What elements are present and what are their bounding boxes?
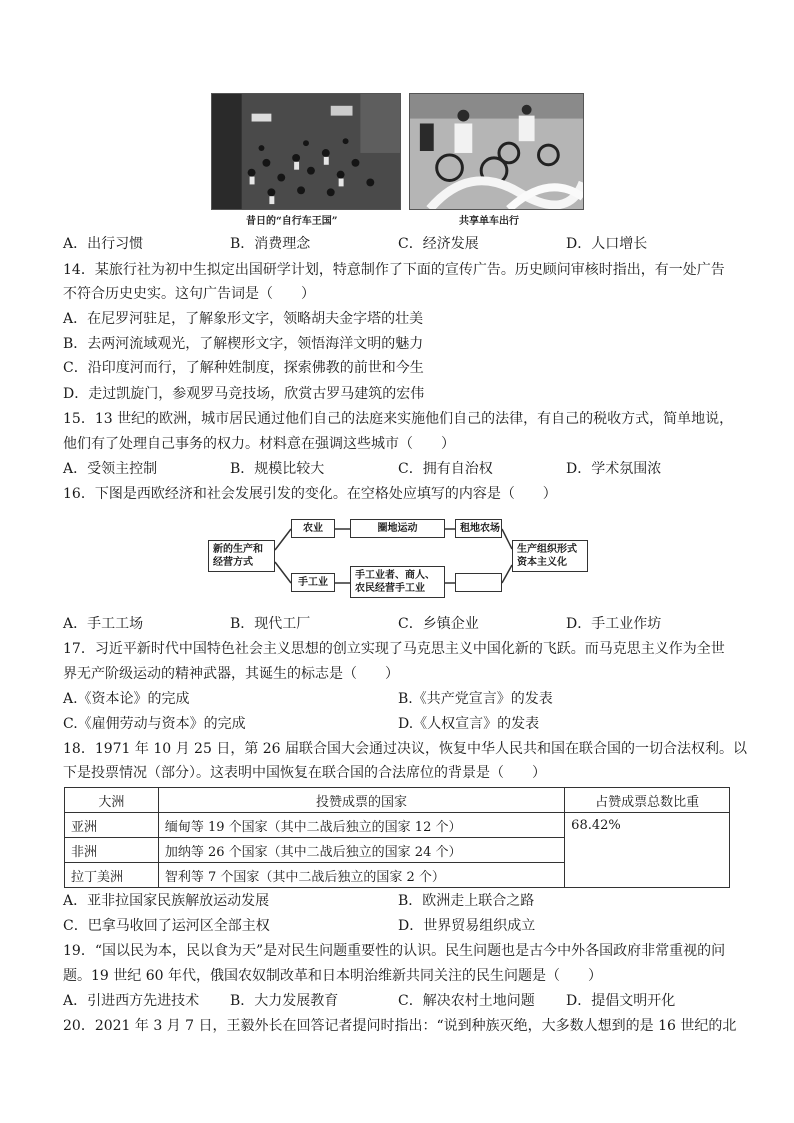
q18-stem-line-2: 下是投票情况（部分）。这表明中国恢复在联合国的合法席位的背景是（ ） (63, 765, 546, 781)
table-cell-countries: 加纳等 26 个国家（其中二战后独立的国家 24 个） (158, 838, 564, 863)
q16-option-b: B．现代工厂 (230, 616, 311, 632)
table-cell-continent: 亚洲 (65, 813, 159, 838)
economic-change-diagram (205, 512, 590, 602)
q19-option-c: C．解决农村土地问题 (398, 993, 535, 1009)
q17-option-d: D.《人权宣言》的发表 (398, 716, 540, 732)
q15-option-c: C．拥有自治权 (398, 461, 493, 477)
q17-stem-line-1: 17．习近平新时代中国特色社会主义思想的创立实现了马克思主义中国化新的飞跃。而马克思主义作为全世 (63, 641, 725, 657)
table-header-row (65, 788, 730, 813)
q14-option-a: A．在尼罗河驻足，了解象形文字，领略胡夫金字塔的壮美 (63, 311, 424, 327)
diagram-agriculture-box: 农业 (291, 519, 335, 538)
diagram-leased-farm-box: 租地农场 (455, 519, 502, 538)
q14-stem-line-2: 不符合历史史实。这句广告词是（ ） (63, 286, 315, 302)
table-header-ratio: 占赞成票总数比重 (565, 788, 730, 813)
q15-option-a: A．受领主控制 (63, 461, 158, 477)
q13-option-b: B．消费理念 (230, 236, 311, 252)
q17-option-c: C.《雇佣劳动与资本》的完成 (63, 716, 246, 732)
q18-option-c: C．巴拿马收回了运河区全部主权 (63, 918, 270, 934)
q13-option-d: D．人口增长 (566, 236, 648, 252)
diagram-handicraft-box: 手工业 (291, 573, 335, 592)
q20-stem-line-1: 20．2021 年 3 月 7 日，王毅外长在回答记者提问时指出：“说到种族灭绝，大多数人想到的是 16 世纪的北 (63, 1018, 737, 1034)
table-row (65, 813, 730, 838)
q19-option-d: D．提倡文明开化 (566, 993, 676, 1009)
diagram-enclosure-box: 圈地运动 (350, 519, 445, 538)
bicycle-kingdom-photo (211, 93, 401, 210)
caption-bicycle-kingdom: 昔日的“自行车王国” (246, 216, 338, 227)
diagram-blank-box (455, 573, 502, 592)
q19-stem-line-2: 题。19 世纪 60 年代，俄国农奴制改革和日本明治维新共同关注的民生问题是（ ） (63, 968, 602, 984)
q19-option-a: A．引进西方先进技术 (63, 993, 200, 1009)
table-cell-continent: 拉丁美洲 (65, 863, 159, 888)
q18-option-d: D．世界贸易组织成立 (398, 918, 536, 934)
shared-bike-photo (409, 93, 584, 210)
q17-stem-line-2: 界无产阶级运动的精神武器，其诞生的标志是（ ） (63, 666, 399, 682)
q16-option-c: C．乡镇企业 (398, 616, 479, 632)
diagram-craftsmen-merchants-box: 手工业者、商人、农民经营手工业 (350, 566, 445, 598)
table-cell-ratio: 68.42% (565, 813, 730, 888)
table-header-continent: 大洲 (65, 788, 159, 813)
q15-stem-line-1: 15．13 世纪的欧洲，城市居民通过他们自己的法庭来实施他们自己的法律，有自己的税收方式，简单地说， (63, 411, 734, 427)
table-cell-countries: 缅甸等 19 个国家（其中二战后独立的国家 12 个） (158, 813, 564, 838)
table-header-countries: 投赞成票的国家 (158, 788, 564, 813)
diagram-capitalism-box: 生产组织形式资本主义化 (512, 540, 588, 572)
q14-option-b: B．去两河流域观光，了解楔形文字，领悟海洋文明的魅力 (63, 336, 424, 352)
q17-option-a: A.《资本论》的完成 (63, 691, 190, 707)
q14-option-c: C．沿印度河而行，了解种姓制度，探索佛教的前世和今生 (63, 360, 424, 376)
q19-option-b: B．大力发展教育 (230, 993, 339, 1009)
q13-option-c: C．经济发展 (398, 236, 479, 252)
q15-stem-line-2: 他们有了处理自己事务的权力。材料意在强调这些城市（ ） (63, 436, 455, 452)
q18-option-b: B．欧洲走上联合之路 (398, 893, 535, 909)
voting-table (64, 787, 730, 888)
q16-option-d: D．手工业作坊 (566, 616, 662, 632)
table-cell-countries: 智利等 7 个国家（其中二战后独立的国家 2 个） (158, 863, 564, 888)
q15-option-b: B．规模比较大 (230, 461, 325, 477)
q16-option-a: A．手工工场 (63, 616, 144, 632)
table-cell-continent: 非洲 (65, 838, 159, 863)
q18-stem-line-1: 18．1971 年 10 月 25 日，第 26 届联合国大会通过决议，恢复中华人民共和国在联合国的一切合法权利。以 (63, 741, 748, 757)
q13-option-a: A．出行习惯 (63, 236, 144, 252)
q17-option-b: B.《共产党宣言》的发表 (398, 691, 553, 707)
q15-option-d: D．学术氛围浓 (566, 461, 662, 477)
caption-shared-bike: 共享单车出行 (459, 216, 519, 227)
q14-stem-line-1: 14．某旅行社为初中生拟定出国研学计划，特意制作了下面的宣传广告。历史顾问审核时指出，有一处广告 (63, 262, 725, 278)
diagram-new-production-box: 新的生产和经营方式 (208, 540, 275, 572)
q18-option-a: A．亚非拉国家民族解放运动发展 (63, 893, 270, 909)
q16-stem: 16．下图是西欧经济和社会发展引发的变化。在空格处应填写的内容是（ ） (63, 486, 557, 502)
q19-stem-line-1: 19．“国以民为本，民以食为天”是对民生问题重要性的认识。民生问题也是古今中外各国政府非常重视的问 (63, 943, 726, 959)
q14-option-d: D．走过凯旋门，参观罗马竞技场，欣赏古罗马建筑的宏伟 (63, 386, 425, 402)
